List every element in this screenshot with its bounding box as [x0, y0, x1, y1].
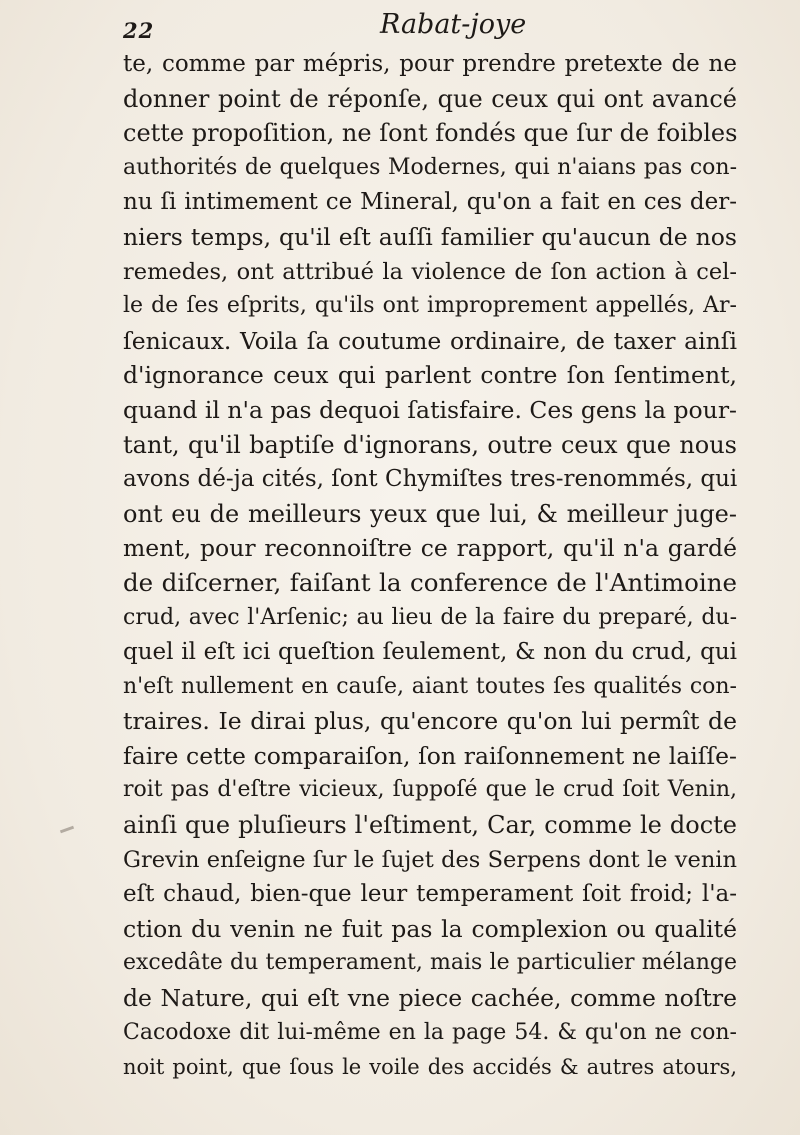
text-line: remedes, ont attribué la violence de ſon action à cel- [123, 258, 737, 285]
text-line: roit pas d'eſtre vicieux, ſuppoſé que le crud ſoit Venin, [123, 777, 737, 803]
text-line: eſt chaud, bien-que leur temperament ſoit froid; l'a- [123, 881, 737, 908]
text-line: ment, pour reconnoiſtre ce rapport, qu'il n'a gardé [123, 534, 737, 563]
text-line: excedâte du temperament, mais le particulier mélange [123, 950, 737, 976]
text-line: cette propoſition, ne ſont fondés que ſur de foibles [123, 119, 738, 148]
text-line: ont eu de meilleurs yeux que lui, & meilleur juge- [123, 499, 737, 528]
text-line: quand il n'a pas dequoi ſatisfaire. Ces gens la pour- [123, 395, 737, 424]
text-line: nu ſi intimement ce Mineral, qu'on a fait en ces der- [123, 189, 737, 216]
text-line: tant, qu'il baptiſe d'ignorans, outre ceux que nous [123, 430, 737, 459]
text-line: noit point, que ſous le voile des accidés & autres atours, [123, 1055, 737, 1080]
text-line: d'ignorance ceux qui parlent contre ſon ſentiment, [123, 361, 737, 390]
running-head: Rabat-joye [380, 9, 527, 40]
text-line: quel il eſt ici queſtion ſeulement, & non du crud, qui [123, 639, 737, 666]
page-number: 22 [123, 18, 155, 43]
text-line: ſenicaux. Voila ſa coutume ordinaire, de taxer ainſi [123, 326, 737, 355]
text-line: de Nature, qui eſt vne piece cachée, comme noſtre [123, 984, 737, 1013]
text-line: donner point de réponſe, que ceux qui ont avancé [123, 84, 737, 113]
text-line: traires. Ie dirai plus, qu'encore qu'on lui permît de [123, 707, 737, 736]
text-line: le de ſes eſprits, qu'ils ont improprement appellés, Ar- [123, 293, 737, 319]
page-header [0, 6, 800, 46]
text-line: te, comme par mépris, pour prendre pretexte de ne [123, 51, 737, 77]
margin-mark [60, 826, 74, 834]
text-line: crud, avec l'Arſenic; au lieu de la faire du preparé, du- [123, 604, 737, 630]
text-line: niers temps, qu'il eſt auſſi familier qu'aucun de nos [123, 222, 737, 251]
text-line: de diſcerner, faiſant la conference de l'Antimoine [123, 567, 737, 597]
text-line: Grevin enſeigne ſur le ſujet des Serpens dont le venin [123, 846, 737, 873]
text-line: n'eſt nullement en cauſe, aiant toutes ſes qualités con- [123, 673, 737, 699]
text-line: ainſi que pluſieurs l'eſtiment, Car, comme le docte [123, 811, 737, 840]
text-line: faire cette comparaiſon, ſon raiſonnement ne laiſſe- [123, 741, 737, 770]
text-line: authorités de quelques Modernes, qui n'aians pas con- [123, 154, 737, 180]
body-text [123, 47, 737, 1085]
text-line: Cacodoxe dit lui-même en la page 54. & qu'on ne con- [123, 1019, 737, 1045]
text-line: avons dé-ja cités, ſont Chymiſtes tres-renommés, qui [123, 466, 738, 493]
text-line: ction du venin ne fuit pas la complexion ou qualité [123, 914, 737, 943]
